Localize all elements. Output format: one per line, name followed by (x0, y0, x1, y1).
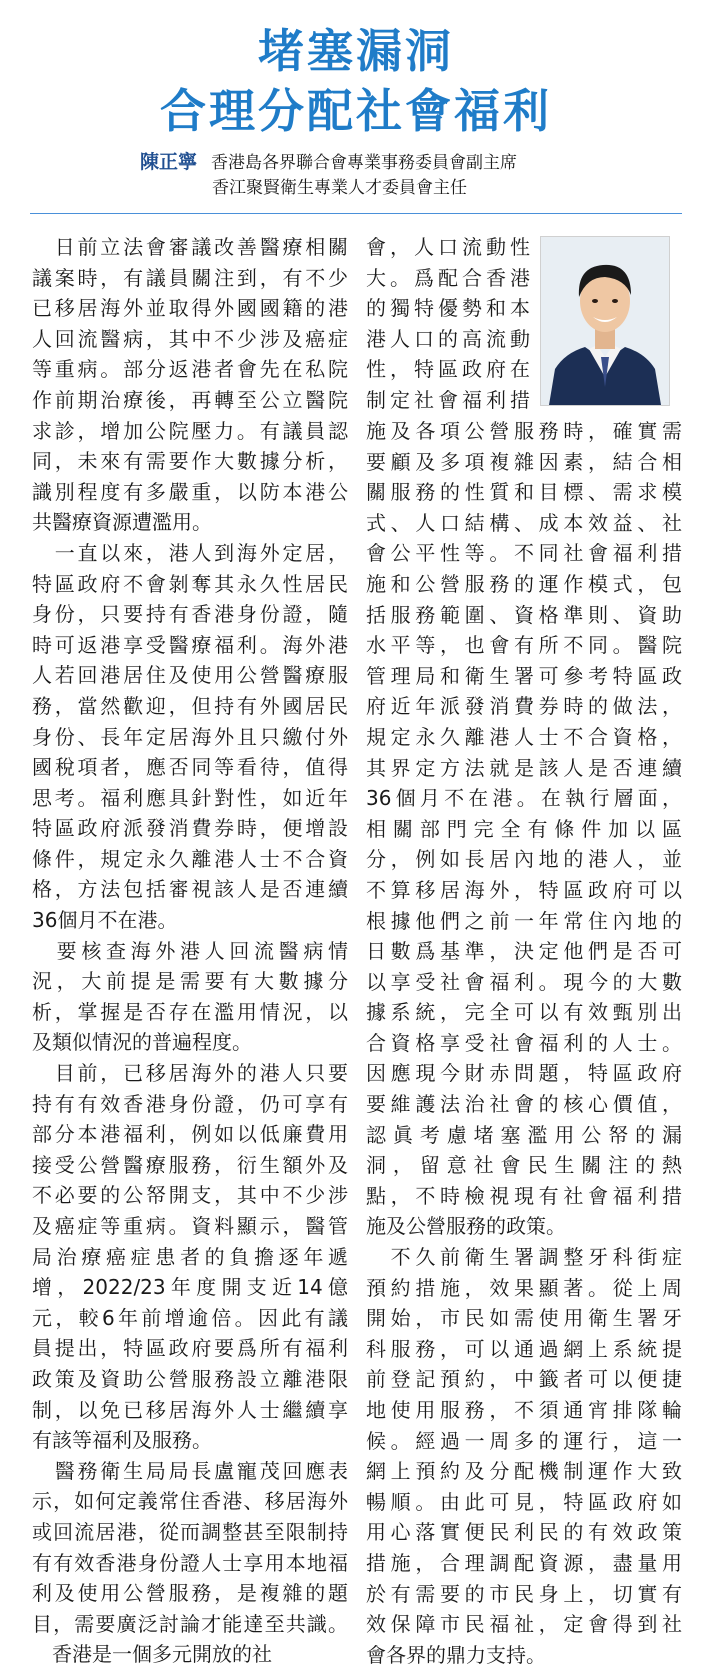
text-line: 用心落實便民利民的有效政策 (366, 1520, 682, 1545)
text-line: 大。爲配合香港 (366, 265, 530, 290)
text-line: 接受公營醫療服務，衍生額外及 (32, 1152, 348, 1177)
text-line: 式、人口結構、成本效益、社 (366, 510, 682, 535)
text-line: 水平等，也會有所不同。醫院 (366, 633, 682, 658)
text-line: 身份、長年定居海外且只繳付外 (32, 724, 348, 749)
text-line: 求診，增加公院壓力。有議員認 (32, 418, 348, 443)
text-line: 利及使用公營服務，是複雜的題 (32, 1581, 348, 1606)
article-column-right (366, 416, 682, 1670)
text-line: 等重病。部分返港者會先在私院 (32, 357, 348, 382)
text-line: 或回流居港，從而調整甚至限制持 (32, 1519, 348, 1544)
text-line: 不算移居海外，特區政府可以 (366, 877, 682, 902)
text-line: 務，當然歡迎，但持有外國居民 (32, 693, 348, 718)
text-line: 共醫療資源遭濫用。 (32, 510, 212, 535)
text-line: 府近年派發消費券時的做法， (366, 694, 682, 719)
text-line: 已移居海外並取得外國國籍的港 (32, 296, 348, 321)
headline-line-1: 堵塞漏洞 (258, 24, 454, 78)
text-line: 認眞考慮堵塞濫用公帑的漏 (366, 1122, 682, 1147)
text-line: 不必要的公帑開支，其中不少涉 (32, 1183, 348, 1208)
text-line: 暢順。由此可見，特區政府如 (366, 1489, 682, 1514)
text-line: 根據他們之前一年常住內地的 (366, 908, 682, 933)
text-line: 人回流醫病，其中不少涉及癌症 (32, 326, 348, 351)
text-line: 前登記預約，中籤者可以便捷 (366, 1367, 682, 1392)
text-line: 析，掌握是否存在濫用情況，以 (32, 999, 348, 1024)
text-line: 特區政府不會剝奪其永久性居民 (32, 571, 348, 596)
text-line: 示，如何定義常住香港、移居海外 (32, 1489, 348, 1514)
text-line: 科服務，可以通過網上系統提 (366, 1336, 682, 1361)
text-line: 點，不時檢視現有社會福利措 (366, 1183, 682, 1208)
text-line: 日數爲基準，決定他們是否可 (366, 939, 682, 964)
text-line: 性，特區政府在 (366, 357, 530, 382)
text-line: 及類似情況的普遍程度。 (32, 1030, 252, 1055)
text-line: 局治療癌症患者的負擔逐年遞 (32, 1244, 348, 1269)
author-name: 陳正寧 (140, 151, 198, 173)
text-line: 要顧及多項複雜因素，結合相 (366, 449, 682, 474)
text-line: 要核查海外港人回流醫病情 (32, 938, 348, 963)
header-divider (30, 213, 682, 214)
text-line: 國稅項者，應否同等看待，值得 (32, 755, 348, 780)
text-line: 合資格享受社會福利的人士。 (366, 1030, 682, 1055)
text-line: 不久前衛生署調整牙科街症 (366, 1245, 682, 1270)
text-line: 條件，規定永久離港人士不合資 (32, 846, 348, 871)
text-line: 洞，留意社會民生關注的熱 (366, 1153, 682, 1178)
author-title-1: 香港島各界聯合會專業事務委員會副主席 (211, 153, 518, 173)
author-title-2: 香江聚賢衛生專業人才委員會主任 (212, 178, 467, 198)
text-line: 地使用服務，不須通宵排隊輪 (366, 1398, 682, 1422)
text-line: 目前，已移居海外的港人只要 (32, 1061, 348, 1086)
text-line: 及癌症等重病。資料顯示，醫管 (32, 1214, 348, 1238)
headline-line-2: 合理分配社會福利 (160, 84, 552, 138)
text-line: 元，較6年前增逾倍。因此有議 (32, 1305, 348, 1330)
text-line: 關服務的性質和目標、需求模 (366, 480, 682, 505)
text-line: 政策及資助公營服務設立離港限 (32, 1366, 348, 1391)
text-line: 施及公營服務的政策。 (366, 1214, 566, 1239)
text-line: 於有需要的市民身上，切實有 (366, 1581, 682, 1606)
text-line: 施和公營服務的運作模式，包 (366, 571, 682, 596)
text-line: 況，大前提是需要有大數據分 (32, 969, 348, 994)
text-line: 會公平性等。不同社會福利措 (366, 541, 682, 566)
text-line: 時可返港享受醫療福利。海外港 (32, 632, 348, 657)
text-line: 有有效香港身份證人士享用本地福 (32, 1550, 348, 1575)
text-line: 預約措施，效果顯著。從上周 (366, 1275, 682, 1300)
text-line: 作前期治療後，再轉至公立醫院 (32, 387, 348, 412)
text-line: 增，2022/23年度開支近14億 (32, 1275, 348, 1300)
text-line: 規定永久離港人士不合資格， (366, 724, 682, 749)
text-line: 36個月不在港。 (32, 908, 178, 933)
text-line: 效保障市民福祉，定會得到社 (366, 1612, 682, 1637)
text-line: 制定社會福利措 (366, 387, 530, 412)
text-line: 候。經過一周多的運行，這一 (366, 1428, 682, 1453)
text-line: 因應現今財赤問題，特區政府 (366, 1061, 682, 1086)
text-line: 一直以來，港人到海外定居， (32, 540, 348, 565)
text-line: 據系統，完全可以有效甄別出 (366, 1000, 682, 1025)
text-line: 香港是一個多元開放的社 (32, 1642, 272, 1667)
text-line: 要維護法治社會的核心價值， (366, 1092, 682, 1117)
text-line: 持有有效香港身份證，仍可享有 (32, 1091, 348, 1116)
text-line: 議案時，有議員關注到，有不少 (32, 265, 348, 290)
text-line: 思考。福利應具針對性，如近年 (32, 785, 348, 810)
text-line: 制，以免已移居海外人士繼續享 (32, 1397, 348, 1422)
text-line: 港人口的高流動 (366, 326, 530, 351)
text-line: 管理局和衛生署可參考特區政 (366, 663, 682, 688)
byline (140, 150, 518, 198)
author-photo (540, 236, 670, 406)
text-line: 人若回港居住及使用公營醫療服 (32, 663, 348, 688)
text-line: 身份，只要持有香港身份證，隨 (32, 602, 348, 627)
text-line: 部分本港福利，例如以低廉費用 (32, 1122, 348, 1147)
article-column-left (32, 232, 348, 1670)
text-line: 括服務範圍、資格準則、資助 (366, 602, 682, 627)
text-line: 36個月不在港。在執行層面， (366, 786, 682, 811)
text-line: 措施，合理調配資源，盡量用 (366, 1550, 682, 1575)
text-line: 的獨特優勢和本 (366, 296, 530, 321)
text-line: 分，例如長居內地的港人，並 (366, 847, 682, 872)
text-line: 同，未來有需要作大數據分析， (32, 449, 348, 474)
text-line: 有該等福利及服務。 (32, 1428, 212, 1453)
article-column-right-top (366, 232, 530, 416)
text-line: 格，方法包括審視該人是否連續 (32, 877, 348, 902)
text-line: 以享受社會福利。現今的大數 (366, 969, 682, 994)
text-line: 目，需要廣泛討論才能達至共識。 (32, 1611, 348, 1636)
text-line: 其界定方法就是該人是否連續 (366, 755, 682, 780)
text-line: 醫務衛生局局長盧寵茂回應表 (32, 1458, 348, 1483)
text-line: 網上預約及分配機制運作大致 (366, 1459, 682, 1484)
text-line: 相關部門完全有條件加以區 (366, 816, 682, 841)
text-line: 特區政府派發消費券時，便增設 (32, 816, 348, 841)
text-line: 員提出，特區政府要爲所有福利 (32, 1336, 348, 1361)
text-line: 識別程度有多嚴重，以防本港公 (32, 479, 348, 504)
text-line: 施及各項公營服務時，確實需 (366, 419, 682, 443)
text-line: 日前立法會審議改善醫療相關 (32, 235, 348, 259)
text-line: 會各界的鼎力支持。 (366, 1642, 546, 1667)
text-line: 開始，市民如需使用衛生署牙 (366, 1306, 682, 1331)
text-line: 會，人口流動性 (366, 235, 530, 259)
